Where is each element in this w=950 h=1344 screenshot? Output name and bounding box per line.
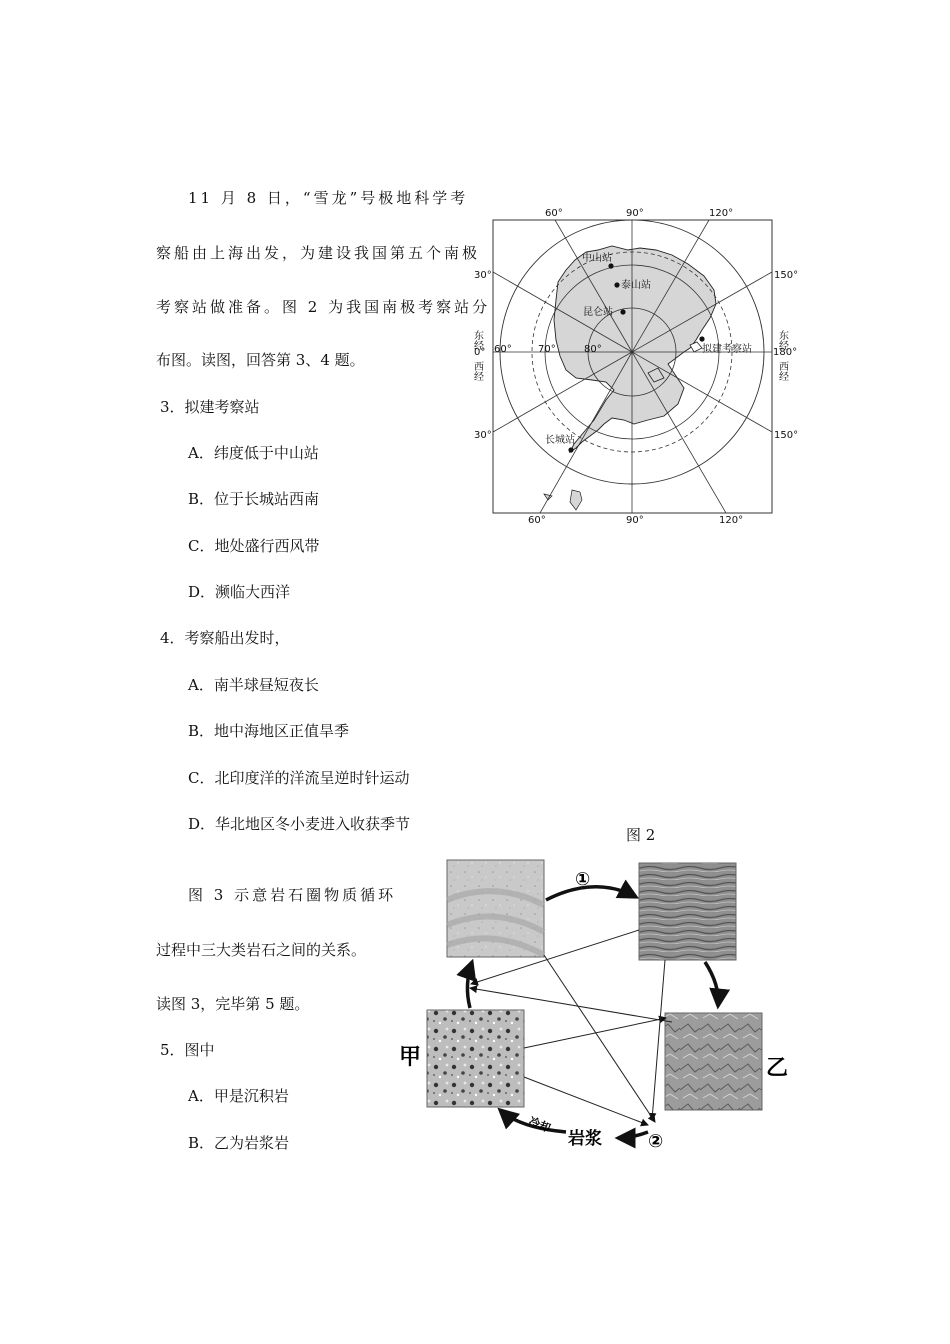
- intro-line-3: 考察站做准备。图 2 为我国南极考察站分: [156, 298, 491, 316]
- granite-image: [427, 1010, 524, 1107]
- right-180-label: 180°: [773, 347, 798, 358]
- lat-label-70: 70°: [538, 344, 556, 355]
- bottom-label-90: 90°: [626, 515, 644, 526]
- intro2-line-2: 过程中三大类岩石之间的关系。: [156, 941, 367, 959]
- metamorphic-rock-image: [665, 1013, 762, 1110]
- label-jia: 甲: [399, 1045, 422, 1070]
- q4-option-a[interactable]: A．南半球昼短夜长: [188, 676, 319, 694]
- q4-option-d[interactable]: D．华北地区冬小麦进入收获季节: [188, 815, 411, 833]
- left-east-label: 东经: [471, 330, 483, 350]
- label-magma: 岩浆: [568, 1129, 602, 1149]
- intro-line-2: 察船由上海出发，为建设我国第五个南极: [156, 244, 481, 262]
- label-2: ②: [648, 1131, 664, 1152]
- antarctic-map: [470, 205, 799, 526]
- top-label-120: 120°: [709, 208, 734, 219]
- q3-option-d[interactable]: D．濒临大西洋: [188, 583, 291, 601]
- q5-stem: 5．图中: [160, 1041, 215, 1059]
- proposed-station-label: 拟建考察站: [702, 344, 752, 355]
- intro2-line-3: 读图 3，完毕第 5 题。: [156, 995, 310, 1013]
- top-label-60: 60°: [545, 208, 563, 219]
- right-label-150-bottom: 150°: [774, 430, 799, 441]
- label-cool: 冷却: [526, 1114, 553, 1136]
- q5-option-a[interactable]: A．甲是沉积岩: [188, 1087, 289, 1105]
- q3-option-c[interactable]: C．地处盛行西风带: [188, 537, 320, 555]
- changcheng-station-label: 长城站: [545, 435, 575, 446]
- q3-option-a[interactable]: A．纬度低于中山站: [188, 444, 319, 462]
- taishan-station-label: 泰山站: [621, 280, 651, 291]
- intro-line-1: 11 月 8 日，“雪龙”号极地科学考: [188, 189, 469, 207]
- left-zero-label: 0°: [474, 347, 486, 358]
- top-label-90: 90°: [626, 208, 644, 219]
- q4-option-b[interactable]: B．地中海地区正值旱季: [188, 722, 350, 740]
- left-label-30-bottom: 30°: [474, 430, 492, 441]
- intro-line-4: 布图。读图，回答第 3、4 题。: [156, 351, 365, 369]
- rock-cycle-diagram: [395, 855, 795, 1160]
- figure-2-caption: 图 2: [626, 826, 656, 844]
- bottom-label-120: 120°: [719, 515, 744, 526]
- layered-rock-image: [639, 863, 736, 960]
- right-west-label: 西经: [776, 361, 788, 381]
- intro2-line-1: 图 3 示意岩石圈物质循环: [188, 886, 397, 904]
- lat-label-80: 80°: [584, 344, 602, 355]
- zhongshan-station-label: 中山站: [582, 253, 612, 264]
- label-1: ①: [575, 869, 591, 890]
- kunlun-station-label: 昆仑站: [583, 307, 613, 318]
- q5-option-b[interactable]: B．乙为岩浆岩: [188, 1134, 290, 1152]
- q3-stem: 3．拟建考察站: [160, 398, 260, 416]
- right-east-label: 东经: [776, 330, 788, 350]
- left-west-label: 西经: [471, 361, 483, 381]
- q3-option-b[interactable]: B．位于长城站西南: [188, 490, 320, 508]
- lat-label-60: 60°: [494, 344, 512, 355]
- right-label-150-top: 150°: [774, 270, 799, 281]
- q4-option-c[interactable]: C．北印度洋的洋流呈逆时针运动: [188, 769, 410, 787]
- left-label-30-top: 30°: [474, 270, 492, 281]
- q4-stem: 4．考察船出发时，: [160, 629, 290, 647]
- label-yi: 乙: [766, 1056, 789, 1081]
- bottom-label-60: 60°: [528, 515, 546, 526]
